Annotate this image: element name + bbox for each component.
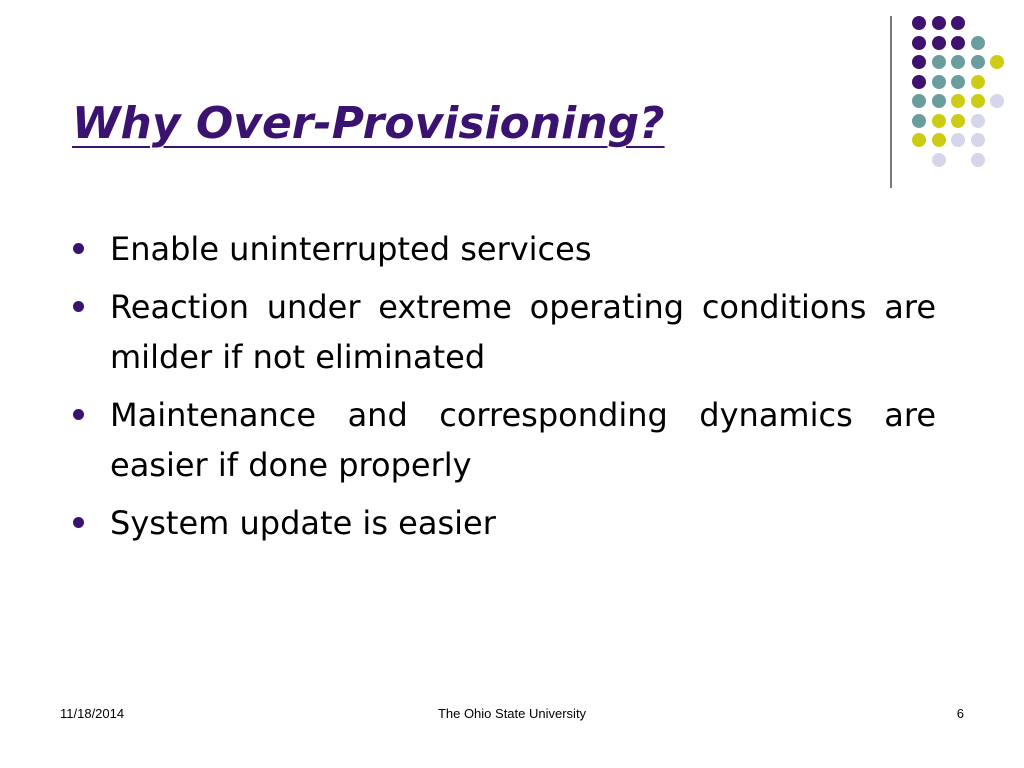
- footer-page-number: 6: [956, 706, 964, 721]
- divider-line: [890, 16, 892, 188]
- decorative-dot: [971, 75, 985, 89]
- bullet-item: [70, 390, 936, 490]
- bullet-item: [70, 498, 936, 548]
- decorative-dot: [932, 55, 946, 69]
- bullet-item: [70, 224, 936, 274]
- decorative-dot: [971, 36, 985, 50]
- decorative-dot: [951, 36, 965, 50]
- footer-organization: The Ohio State University: [437, 706, 587, 721]
- decorative-dot: [932, 114, 946, 128]
- bullet-dot-icon: [73, 517, 84, 528]
- bullet-dot-icon: [73, 243, 84, 254]
- decorative-dot: [912, 114, 926, 128]
- decorative-dot: [932, 75, 946, 89]
- decorative-dot: [971, 55, 985, 69]
- decorative-dot: [951, 133, 965, 147]
- decorative-dot: [971, 114, 985, 128]
- decorative-dot: [990, 55, 1004, 69]
- footer-date: 11/18/2014: [60, 706, 125, 721]
- decorative-dot: [951, 114, 965, 128]
- bullet-dot-icon: [73, 301, 84, 312]
- decorative-dot: [971, 133, 985, 147]
- bullet-text: Maintenance and corresponding dynamics are easier if done properly: [110, 396, 936, 484]
- bullet-text: System update is easier: [110, 504, 496, 542]
- bullet-text: Reaction under extreme operating conditions are milder if not eliminated: [110, 288, 936, 376]
- slide-title: Why Over-Provisioning?: [72, 98, 665, 149]
- decorative-dot: [951, 75, 965, 89]
- bullet-item: [70, 282, 936, 382]
- bullet-text: Enable uninterrupted services: [110, 230, 592, 268]
- decorative-dot: [990, 94, 1004, 108]
- decorative-dot: [932, 94, 946, 108]
- bullet-list: [70, 224, 936, 556]
- decorative-dot: [951, 94, 965, 108]
- bullet-dot-icon: [73, 409, 84, 420]
- decorative-dot: [971, 153, 985, 167]
- decorative-dot: [971, 94, 985, 108]
- decorative-dot: [912, 16, 926, 30]
- decorative-dot: [912, 75, 926, 89]
- decorative-dot: [912, 55, 926, 69]
- decorative-dot: [912, 133, 926, 147]
- decorative-dot: [932, 133, 946, 147]
- decorative-dot: [912, 94, 926, 108]
- decorative-dot: [912, 36, 926, 50]
- decorative-dot: [951, 55, 965, 69]
- decorative-dot: [932, 153, 946, 167]
- decorative-dot: [951, 16, 965, 30]
- decorative-dot: [932, 36, 946, 50]
- decorative-dot: [932, 16, 946, 30]
